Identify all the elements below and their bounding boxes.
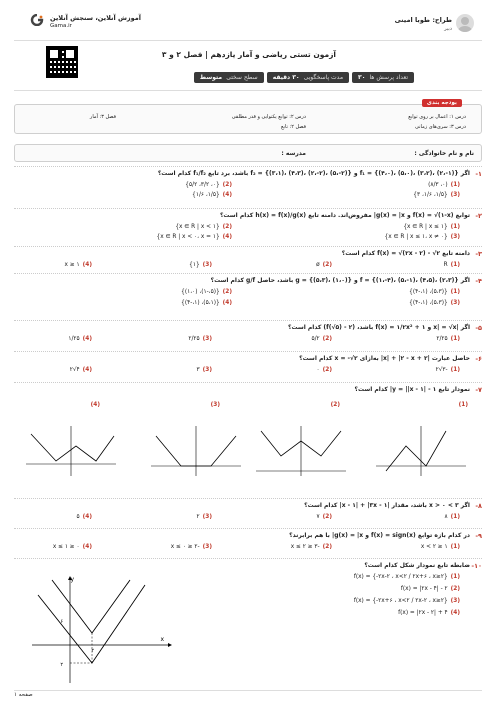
option-text: ۰ (316, 367, 320, 373)
stat-difficulty (194, 72, 264, 83)
option-1[interactable] (421, 544, 460, 550)
option-text: {(۵،-۱)، (۱،۰)} (181, 289, 220, 295)
option-number: (1) (458, 402, 468, 408)
question-separator (14, 246, 482, 247)
option-number: (4) (222, 234, 232, 240)
student-box (14, 144, 482, 162)
option-text: {۱/۵، ۱/۶} (192, 192, 220, 198)
option-number: (3) (202, 262, 212, 268)
question-9 (14, 532, 482, 550)
option-text: {۱/۵، ۱/۶، ۳} (413, 192, 448, 198)
question-6 (14, 355, 482, 373)
option-text: {x ∈ R | x ≤ ۱} (403, 224, 448, 230)
option-2[interactable] (316, 262, 332, 268)
option-number: (4) (82, 262, 92, 268)
option-number: (3) (450, 234, 460, 240)
option-text: ۲/۲۵ (436, 336, 448, 342)
option-4[interactable] (68, 336, 92, 342)
stat-duration (267, 72, 349, 83)
question-number: ۶- (475, 355, 482, 363)
option-number: (3) (210, 402, 220, 408)
option-3[interactable] (413, 192, 460, 198)
option-number: (2) (322, 336, 332, 342)
option-text: {(۵،۳)، (۱،-۴)} (409, 300, 448, 306)
stat-count-value: ۳۰ (358, 74, 366, 81)
qr-code (46, 46, 78, 78)
student-school-label: مدرسه : (281, 150, 306, 157)
option-text: ۱/۲۵ (68, 336, 80, 342)
option-1[interactable] (403, 224, 460, 230)
option-text: x ≥ ۱ (64, 262, 80, 268)
option-text: -۳√۲ (435, 367, 448, 373)
footer-divider (14, 690, 482, 691)
option-text: ۲ (196, 514, 200, 520)
brand-logo (30, 14, 44, 26)
question-separator (14, 351, 482, 352)
question-number: ۱- (475, 170, 482, 178)
question-number: ۴- (475, 277, 482, 285)
option-1[interactable] (436, 367, 460, 373)
option-3[interactable] (197, 514, 212, 520)
option-number: (3) (450, 192, 460, 198)
q10-tick-1: ۲ (91, 648, 94, 654)
question-separator (14, 528, 482, 529)
option-text: ۲/۲۵ (188, 336, 200, 342)
option-2[interactable] (291, 544, 332, 550)
option-text: f(x) = {-۲x-۲ ، x<۲ / ۲x+۶ ، x≥۲} (353, 574, 448, 580)
question-text: حاصل عبارت |۲ + x| + |۲ - x| به‌ازای x = -√۲ کدام است؟ (299, 355, 470, 362)
option-number: (4) (222, 300, 232, 306)
question-2 (14, 212, 482, 240)
q10-tick-3: ۲ (60, 662, 63, 668)
option-number: (4) (82, 514, 92, 520)
option-number: (1) (450, 574, 460, 580)
syllabus-item-1: درس ۱: اعمال بر روی توابع (408, 114, 466, 120)
option-number: (2) (322, 514, 332, 520)
syllabus-item-3: فصل ۳: آمار (89, 114, 116, 120)
question-7 (14, 386, 482, 408)
question-text: نمودار تابع y = ||x - ۱| - ۱| کدام است؟ (354, 386, 470, 393)
option-4[interactable] (65, 262, 92, 268)
option-1[interactable] (444, 262, 460, 268)
syllabus-tag: بودجه بندی (422, 99, 462, 107)
question-text: توابع f(x) = √(۱-x) و g(x) = |x| مفروض‌اند. دامنه تابع h(x) = f(x)/g(x) کدام است؟ (219, 212, 470, 219)
stat-count-label: تعداد پرسش ها (369, 74, 408, 81)
option-number: (2) (322, 367, 332, 373)
q10-axis-y: y (70, 576, 74, 583)
question-separator (14, 320, 482, 321)
option-2[interactable] (328, 402, 340, 408)
option-number: (2) (322, 262, 332, 268)
option-3[interactable] (385, 234, 460, 240)
option-text: {۰، ۳/۲، ۵/۲} (185, 182, 220, 188)
question-number: ۲- (475, 212, 482, 220)
question-text: دامنه تابع f(x) = √(۲x - ۲) - √۲ کدام است؟ (341, 250, 470, 257)
option-3[interactable] (354, 598, 460, 604)
option-number: (2) (222, 182, 232, 188)
option-4[interactable] (88, 402, 100, 408)
option-number: (3) (202, 336, 212, 342)
option-number: (2) (222, 289, 232, 295)
option-number: (1) (450, 367, 460, 373)
stat-duration-label: مدت پاسخگویی (303, 74, 344, 81)
question-separator (14, 382, 482, 383)
option-3[interactable] (208, 402, 220, 408)
option-3[interactable] (188, 336, 212, 342)
question-10 (14, 562, 482, 616)
brand-line2: Gama.ir (50, 23, 72, 29)
student-name-label: نام و نام خانوادگی : (414, 150, 474, 157)
question-number: ۷- (475, 386, 482, 394)
option-2[interactable] (311, 336, 332, 342)
option-text: ۰ ≤ x ≤ ۱ (52, 544, 80, 550)
designer-name: طراح: طوبا امینی (394, 16, 452, 24)
option-1[interactable] (445, 514, 460, 520)
option-text: ۸ (444, 514, 448, 520)
syllabus-item-5: فصل ۲: تابع (280, 124, 306, 130)
question-number: ۸- (475, 502, 482, 510)
option-number: (4) (82, 544, 92, 550)
option-text: ۳ (196, 367, 200, 373)
stat-count (352, 72, 414, 83)
option-2[interactable] (401, 586, 460, 592)
option-text: f(x) = |۲x - ۴| - ۲ (400, 586, 448, 592)
option-3[interactable] (189, 262, 212, 268)
stat-difficulty-value: متوسط (199, 74, 223, 81)
question-5 (14, 324, 482, 342)
question-4 (14, 277, 482, 306)
q7-graph-2 (256, 426, 346, 476)
option-4[interactable] (181, 300, 232, 306)
option-number: (4) (90, 402, 100, 408)
option-number: (4) (222, 192, 232, 198)
option-number: (1) (450, 544, 460, 550)
option-2[interactable] (317, 367, 332, 373)
designer-role: دبیر (444, 26, 452, 32)
option-text: (۰، ۸/۳) (428, 182, 448, 188)
question-separator (14, 273, 482, 274)
question-text: اگر f = {(۱،-۴)، (۵،-۱)، (۴،۵)، (۲،۳)} و g = {(۵،۳)، (۱،۰)} باشد، حاصل g/f کدام است؟ (210, 277, 470, 284)
question-separator (14, 208, 482, 209)
option-4[interactable] (77, 514, 92, 520)
stat-duration-value: ۳۰ دقیقه (272, 74, 300, 81)
option-3[interactable] (409, 300, 460, 306)
question-1 (14, 170, 482, 198)
q7-graph-1 (376, 426, 466, 476)
q10-axis-x: x (160, 636, 164, 643)
option-number: (2) (322, 544, 332, 550)
question-text: اگر ۳ > x > ۰ باشد، مقدار |x - ۱| + |۳x - ۱| کدام است؟ (304, 502, 470, 509)
option-number: (3) (202, 544, 212, 550)
q10-tick-2: ۶ (60, 619, 63, 625)
option-text: -۲ ≤ x ≤ ۰ (170, 544, 200, 550)
option-4[interactable] (53, 544, 92, 550)
option-2[interactable] (175, 224, 232, 230)
question-8 (14, 502, 482, 520)
option-number: (3) (202, 367, 212, 373)
option-text: R (443, 262, 448, 268)
option-text: {x ∈ R | x ≤ ۱، x ≠ ۰} (384, 234, 448, 240)
option-text: ۴√۲ (69, 367, 80, 373)
question-separator (14, 558, 482, 559)
option-number: (2) (450, 586, 460, 592)
option-number: (1) (450, 514, 460, 520)
option-number: (2) (222, 224, 232, 230)
stat-difficulty-label: سطح سختی (226, 74, 258, 81)
option-3[interactable] (197, 367, 212, 373)
option-number: (2) (330, 402, 340, 408)
option-2[interactable] (185, 182, 232, 188)
option-1[interactable] (428, 182, 460, 188)
q7-graph-4 (26, 426, 116, 476)
option-number: (1) (450, 182, 460, 188)
option-number: (3) (450, 598, 460, 604)
question-number: ۹- (475, 532, 482, 540)
question-text: ضابطه تابع نمودار شکل کدام است؟ (364, 562, 470, 569)
option-text: {x ∈ R | x < ۱} (175, 224, 220, 230)
option-4[interactable] (398, 610, 460, 616)
option-text: ۷ (316, 514, 320, 520)
option-text: {۱} (189, 262, 200, 268)
question-number: ۳- (475, 250, 482, 258)
option-text: ۵ (76, 514, 80, 520)
option-number: (3) (202, 514, 212, 520)
option-2[interactable] (181, 289, 232, 295)
option-text: ۱ ≤ x < ۲ (420, 544, 448, 550)
exam-stats (194, 72, 414, 83)
header-divider (14, 40, 482, 41)
question-number: ۵- (475, 324, 482, 332)
option-text: {x ∈ R | x < ۰، x = ۱} (156, 234, 220, 240)
option-number: (3) (450, 300, 460, 306)
option-text: f(x) = |۲x - ۲| + ۴ (398, 610, 448, 616)
option-number: (4) (82, 336, 92, 342)
header-divider-2 (14, 90, 482, 91)
syllabus-item-2: درس ۲: توابع یکنوایی و قدر مطلقی (231, 114, 306, 120)
option-number: (1) (450, 336, 460, 342)
option-number: (1) (450, 289, 460, 295)
option-1[interactable] (409, 289, 460, 295)
option-4[interactable] (70, 367, 92, 373)
question-text: در کدام بازه توابع f(x) = sign(x) و g(x) = |x| با هم برابرند؟ (289, 532, 470, 539)
avatar (456, 14, 474, 32)
q10-graph (30, 575, 175, 685)
option-text: {(۵،۳)، (۱،-۴)} (409, 289, 448, 295)
question-number: ۱۰- (471, 562, 482, 570)
option-text: -۳ ≤ x ≤ ۲ (290, 544, 320, 550)
q7-graph-3 (151, 426, 241, 476)
option-text: {(۵،۱)، (۱،-۴)} (181, 300, 220, 306)
exam-title: آزمون تستی ریاضی و آمار یازدهم | فصل ۲ و ۳ (161, 50, 336, 59)
option-4[interactable] (192, 192, 232, 198)
option-2[interactable] (317, 514, 332, 520)
syllabus-item-4: درس ۳: سری‌های زمانی (414, 124, 466, 130)
option-number: (1) (450, 224, 460, 230)
option-text: ø (316, 262, 320, 268)
option-1[interactable] (456, 402, 468, 408)
question-3 (14, 250, 482, 268)
page-number: صفحه ۱ (14, 692, 33, 698)
option-text: f(x) = {-۲x+۶ ، x<۲ / ۲x-۲ ، x≥۲} (353, 598, 448, 604)
option-1[interactable] (354, 574, 460, 580)
option-4[interactable] (157, 234, 232, 240)
option-3[interactable] (171, 544, 212, 550)
question-text: اگر |x| = √x و f(x) = ۱/۲x² + ۱ باشد، (f(√۵) - ۲) کدام است؟ (288, 324, 470, 331)
option-number: (4) (82, 367, 92, 373)
option-text: ۵/۲ (311, 336, 320, 342)
option-number: (4) (450, 610, 460, 616)
option-number: (1) (450, 262, 460, 268)
option-1[interactable] (436, 336, 460, 342)
question-separator (14, 166, 482, 167)
question-separator (14, 498, 482, 499)
question-text: اگر f₁ = {(۴،۰)، (۵،۰)، (۳،۲)، (۲،-۱)} و f₂ = {(۳،۱)، (۴،۳)، (۲،-۲)، (۵،-۲)} باشد، برد تابع f₁/f₂ کدام است؟ (157, 170, 470, 177)
brand-line1: آموزش آنلاین، سنجش آنلاین (50, 14, 142, 22)
